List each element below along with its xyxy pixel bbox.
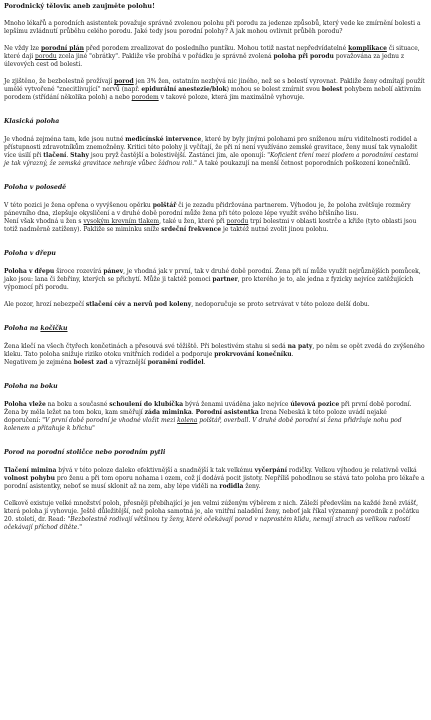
bold-text: Poloha vleže: [4, 401, 46, 408]
bold-text: poranění rodidel: [147, 359, 204, 366]
text: Žena klečí na všech čtyřech končetinách a přesouvá své těžiště. Při bolestivém stahu si sedá: [4, 343, 288, 350]
link-porodem[interactable]: porodem: [131, 94, 159, 101]
text: .: [291, 351, 294, 358]
bold-text: záda miminka: [144, 409, 192, 416]
bold-text: volnost pohybu: [4, 475, 55, 482]
text: , také u žen, které při: [159, 218, 227, 225]
section-paragraph: [4, 359, 425, 367]
text: , které by byly jinými polohami pro sníženou míru viditelnosti rodidel a přístupnosti zdravotníkům znemožněny. Kritici této polohy ji vyčítají, že při ní není využíváno zemské gravitace, ženy musí tak vynaložit více úsilí při: [4, 136, 418, 159]
section-paragraph: [4, 136, 425, 168]
text: rodičky. Velkou výhodou je relativně velká: [287, 467, 417, 474]
text: na boku a současné: [45, 401, 110, 408]
section-heading-klasicka: Klasická poloha: [4, 118, 60, 125]
intro-paragraph-3: [4, 78, 425, 102]
quote: "V první době porodní je vhodné vložit mezi: [42, 417, 178, 424]
text: V této pozici je žena opřena o vyvýšenou opěrku: [4, 202, 153, 209]
text: Není však vhodná u žen s: [4, 218, 84, 225]
text: či je zezadu přidržována partnerem. Výhodou je, že poloha zvětšuje rozměry pánevního dna, zlepšuje okysličení a v druhé době porodní může žena při této poloze lépe využít svého břišního lisu.: [4, 202, 411, 217]
text: či situace, které daji: [4, 45, 420, 60]
text: při první době porodní. Žena by měla ležet na tom boku, kam směřují: [4, 401, 412, 416]
text: trpí bolestmi v oblasti kostrče a křiže (tyto oblasti jsou totiž nadměrně zatíženy). Pakliže se miminku sníže: [4, 218, 417, 233]
bold-text: stlačení cév a nervů pod koleny: [85, 301, 192, 308]
text: ženy.: [243, 483, 261, 490]
section-paragraph: [4, 467, 425, 491]
link-kolena[interactable]: kolena: [177, 417, 198, 424]
intro-paragraph-1: [4, 20, 425, 36]
section-paragraph: [4, 202, 425, 218]
bold-text: poloha při porodu: [273, 53, 334, 60]
link-vysoky-tlak[interactable]: vysokým krevním tlakem: [83, 218, 160, 225]
bold-text: Poloha v dřepu: [4, 268, 55, 275]
text: Negativem je zejména: [4, 359, 74, 366]
bold-text: partner: [212, 276, 238, 283]
bold-text: vyčerpání: [254, 467, 288, 474]
section-heading-stolicka: Porod na porodní stoličce nebo porodním pytli: [4, 449, 166, 456]
text: ) mohou se bolest zmírnit svou: [226, 86, 322, 93]
text: a výraznější: [107, 359, 148, 366]
quote: polštář, overball. V druhé době porodní si žena přidržuje nohu pod kolenem a přitahuje k břichu": [4, 417, 402, 432]
section-heading-polosed: Poloha v polosedě: [4, 184, 67, 191]
text: A také poukazují na menší četnost poporodních poškození konečníků.: [196, 160, 411, 167]
section-paragraph: [4, 343, 425, 359]
link-porodu[interactable]: porodu: [226, 218, 249, 225]
text: široce rozevírá: [54, 268, 104, 275]
text: Je zjištěno, že bezbolestně prožívají: [4, 78, 115, 85]
text: pro ženu a při tom oporu nohama i ozem, což jí dodává pocit jistoty. Nepříliš pohodlnou se stává tato poloha pro lékaře a porodní asistentky, neboť se musí sklonit až na zem, aby lépe viděli na: [4, 475, 425, 490]
section-heading-kocicka: [4, 325, 425, 333]
text: považována za jednu z úlevových cest od bolesti.: [4, 53, 405, 68]
link-komplikace[interactable]: komplikace: [348, 45, 387, 52]
bold-text: medicínské intervence: [125, 136, 202, 143]
section-paragraph: [4, 401, 425, 433]
section-heading-bok: Poloha na boku: [4, 383, 58, 390]
link-porod[interactable]: porod: [114, 78, 134, 85]
text: , po něm se opět zvedá do zvýšeného kleku. Tato poloha snižuje riziko otoku vnitřních rodidel a podporuje: [4, 343, 425, 358]
text: .: [66, 152, 71, 159]
bold-text: bolest zad: [73, 359, 108, 366]
link-porodu[interactable]: porodu: [35, 53, 57, 60]
quote: "Koficient tření mezi plodem a porodními cestami je tak výrazný, že zemská gravitace nehraje vůbec žádnou roli.": [4, 152, 419, 167]
text: Poloha na: [4, 325, 41, 332]
link-porodni-plan[interactable]: porodní plán: [40, 45, 84, 52]
bold-text: na paty: [287, 343, 313, 350]
text: jsou pryž častější a bolestivější. Zastánci jim, ale oponují:: [89, 152, 268, 159]
bold-text: schoulení do klubíčka: [109, 401, 184, 408]
bold-text: bolest: [321, 86, 343, 93]
text: Ne vždy lze: [4, 45, 41, 52]
section-paragraph: [4, 500, 425, 532]
bold-text: epidurální anestezie/blok: [141, 86, 227, 93]
section-heading-drep: Poloha v dřepu: [4, 250, 56, 257]
bold-text: Stahy: [70, 152, 90, 159]
intro-paragraph-2: [4, 45, 425, 69]
link-kocicku[interactable]: kočičku: [40, 325, 68, 332]
text: v takové poloze, která jim maximálně vyhovuje.: [158, 94, 305, 101]
bold-text: Tlačení mimina: [4, 467, 57, 474]
text: , pro kterého je to, ale jedna z fyzicky nejvíce zatěžujících výpomocí při porodu.: [4, 276, 414, 291]
text: , nedoporučuje se proto setrvávat v této poloze delší dobu.: [191, 301, 370, 308]
text: Je vhodná zejména tam, kde jsou nutné: [4, 136, 126, 143]
text: , je vhodná jak v první, tak v druhé době porodní. Žena při ní může využít nejrůznějších pomůcek, jako jsou: lana či žebřiny, kterých se přichytí. Může ji taktéž pomoci: [4, 268, 421, 283]
bold-text: úlevová pozice: [290, 401, 340, 408]
text: bývá v této poloze daleko efektivnější a snadnější k tak velkému: [56, 467, 255, 474]
text: pohybem nebolí aktivním porodem (střídání několika poloh) a nebo: [4, 86, 421, 101]
text: .: [203, 359, 206, 366]
bold-text: rodidla: [219, 483, 244, 490]
text: je taktéž nutné zvolit jinou polohu.: [221, 226, 329, 233]
text: Ale pozor, hrozí nebezpečí: [4, 301, 86, 308]
section-paragraph: [4, 218, 425, 234]
text: jen 3% žen, ostatním nezbývá nic jiného, než se s bolestí vyrovnat. Pakliže ženy odmítají použít umělé vytvořené "znecitlivující" nervů (např.: [4, 78, 425, 93]
bold-text: pánev: [103, 268, 124, 275]
section-paragraph: [4, 268, 425, 292]
bold-text: prokrvování konečníku: [214, 351, 292, 358]
bold-text: tlačení: [43, 152, 67, 159]
article-title: Porodnický těloviк aneb zaujměte polohu!: [4, 2, 155, 10]
text: bývá ženami uváděna jako nejvíce: [183, 401, 291, 408]
bold-text: Porodní asistentka: [195, 409, 259, 416]
text: před porodem zrealizovat do posledního puntíku. Mohou totiž nastat nepředvídatelné: [83, 45, 349, 52]
text: zcela jiné "obrátky". Pakliže vše probíhá v pořádku je správně zvolená: [56, 53, 274, 60]
text: Celkově existuje velké množství poloh, přesněji přebíhající je jen velmi zúženým výběrem z nich. Záleží především na každé ženě zvlášť, která poloha jí vyhovuje. Ještě důležitější, než poloha samotná je, ale vnitřní naladění ženy, neboť jak říkal významný porodník z počátku 20. století, dr. Read:: [4, 500, 420, 523]
section-paragraph: [4, 301, 425, 309]
bold-text: srdeční frekvence: [161, 226, 222, 233]
text: Irena Nebeská k této poloze uvádí nejaké doporučení:: [4, 409, 387, 424]
quote: "Bezbolestně rodivají většinou ty ženy, které očekávají porod v naprostém klidu, nemají strach as velikou radostí očekávají příchod dítěte.": [4, 516, 411, 531]
text: .: [191, 409, 196, 416]
text: Mnoho lékařů a porodních asistentek považuje správně zvolenou polohu při porodu za jedenze způsobů, který vede ke zmírnění bolesti a lepšímu zvládnutí průběhu celého porodu. Jaké tedy jsou porodní polohy? A jak mohou ovlivnit průběh porodu?: [4, 20, 421, 35]
bold-text: polštář: [152, 202, 177, 209]
